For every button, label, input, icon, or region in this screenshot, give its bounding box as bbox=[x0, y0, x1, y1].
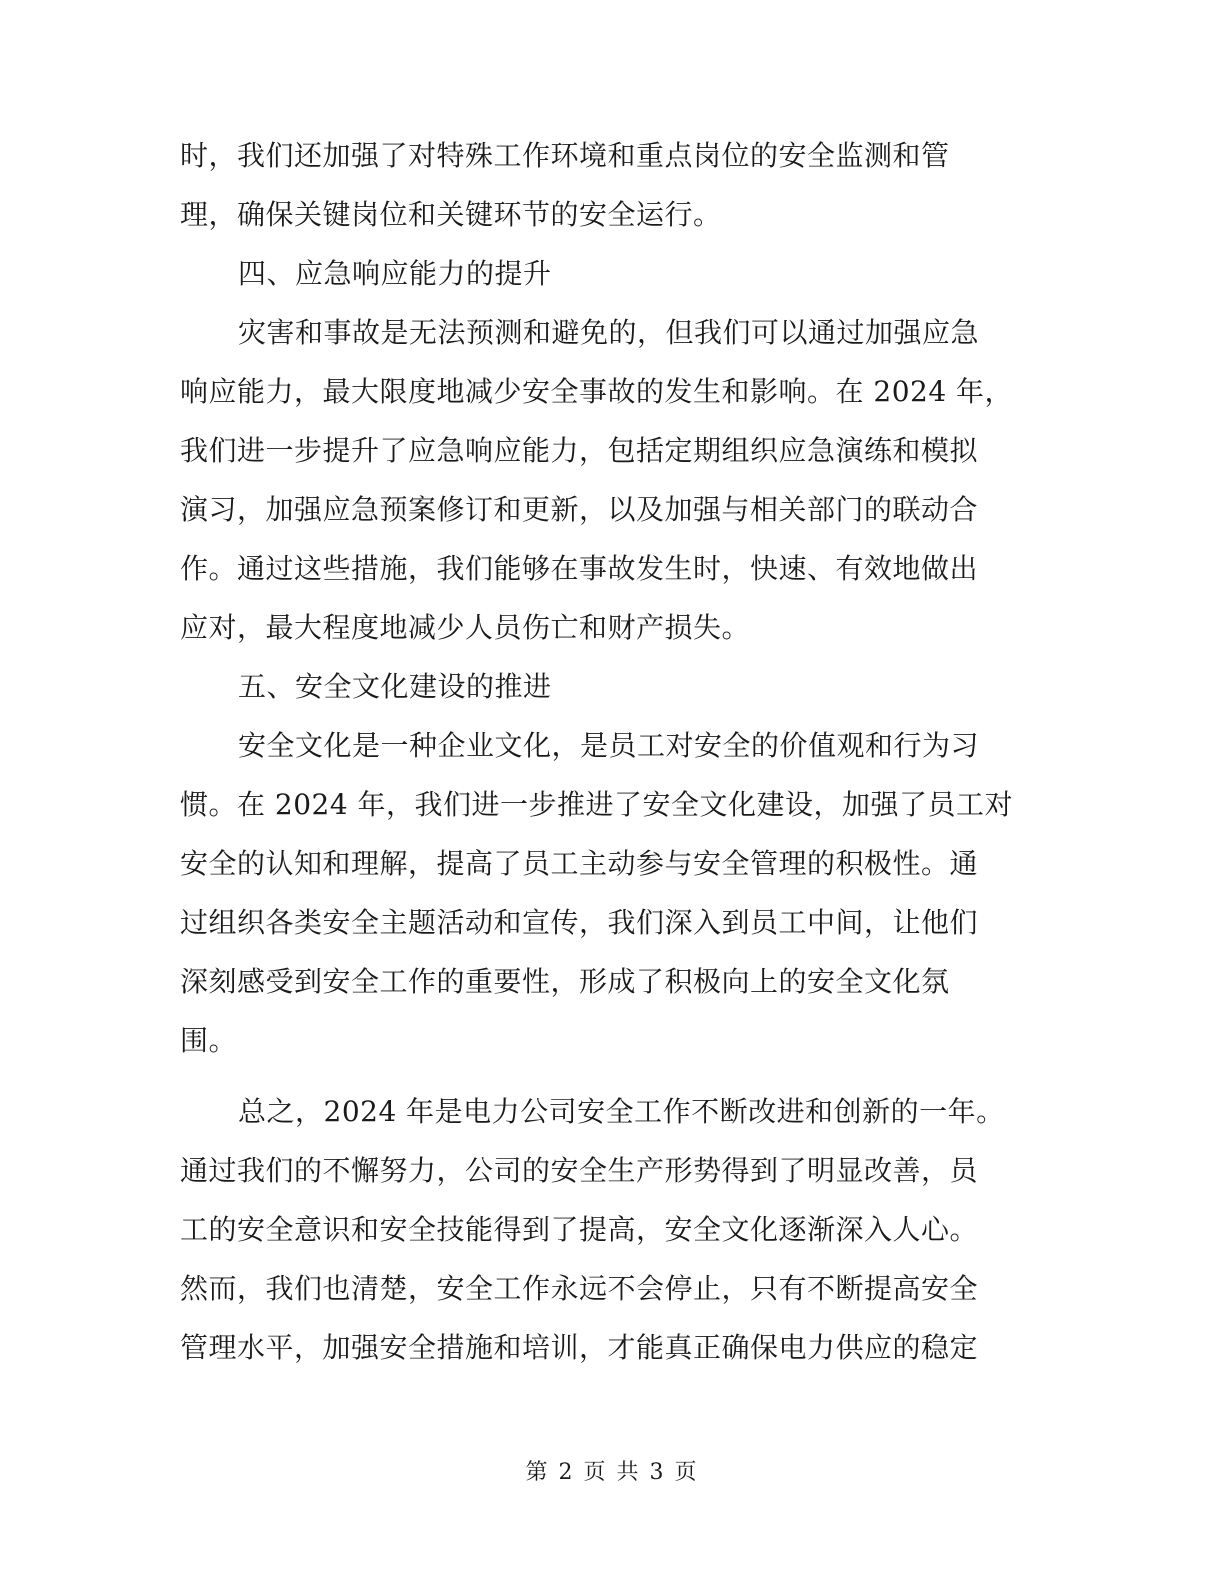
text-line: 响应能力，最大限度地减少安全事故的发生和影响。在 2024 年， bbox=[180, 375, 1014, 408]
section-heading-emergency-response: 四、应急响应能力的提升 bbox=[238, 257, 552, 290]
section-heading-safety-culture: 五、安全文化建设的推进 bbox=[238, 670, 552, 703]
document-body bbox=[180, 126, 1040, 1377]
text-line: 然而，我们也清楚，安全工作永远不会停止，只有不断提高安全 bbox=[180, 1272, 979, 1305]
text-line: 深刻感受到安全工作的重要性，形成了积极向上的安全文化氛 bbox=[180, 965, 950, 998]
text-line: 应对，最大程度地减少人员伤亡和财产损失。 bbox=[180, 611, 751, 644]
text-line: 工的安全意识和安全技能得到了提高，安全文化逐渐深入人心。 bbox=[180, 1213, 979, 1246]
text-line: 作。通过这些措施，我们能够在事故发生时，快速、有效地做出 bbox=[180, 552, 979, 585]
text-line: 通过我们的不懈努力，公司的安全生产形势得到了明显改善，员 bbox=[180, 1154, 979, 1187]
text-line: 总之，2024 年是电力公司安全工作不断改进和创新的一年。 bbox=[238, 1095, 1005, 1128]
text-line: 过组织各类安全主题活动和宣传，我们深入到员工中间，让他们 bbox=[180, 906, 979, 939]
text-line: 惯。在 2024 年，我们进一步推进了安全文化建设，加强了员工对 bbox=[180, 788, 1014, 821]
text-line: 演习，加强应急预案修订和更新，以及加强与相关部门的联动合 bbox=[180, 493, 979, 526]
text-line: 围。 bbox=[180, 1024, 238, 1057]
text-line: 我们进一步提升了应急响应能力，包括定期组织应急演练和模拟 bbox=[180, 434, 979, 467]
page-indicator: 第 2 页 共 3 页 bbox=[525, 1460, 699, 1485]
text-line: 安全文化是一种企业文化，是员工对安全的价值观和行为习 bbox=[238, 729, 980, 762]
text-line: 灾害和事故是无法预测和避免的，但我们可以通过加强应急 bbox=[238, 316, 980, 349]
text-line: 安全的认知和理解，提高了员工主动参与安全管理的积极性。通 bbox=[180, 847, 979, 880]
text-line: 理，确保关键岗位和关键环节的安全运行。 bbox=[180, 198, 722, 231]
text-line: 时，我们还加强了对特殊工作环境和重点岗位的安全监测和管 bbox=[180, 139, 950, 172]
text-line: 管理水平，加强安全措施和培训，才能真正确保电力供应的稳定 bbox=[180, 1331, 979, 1364]
page-footer bbox=[0, 1458, 1224, 1488]
